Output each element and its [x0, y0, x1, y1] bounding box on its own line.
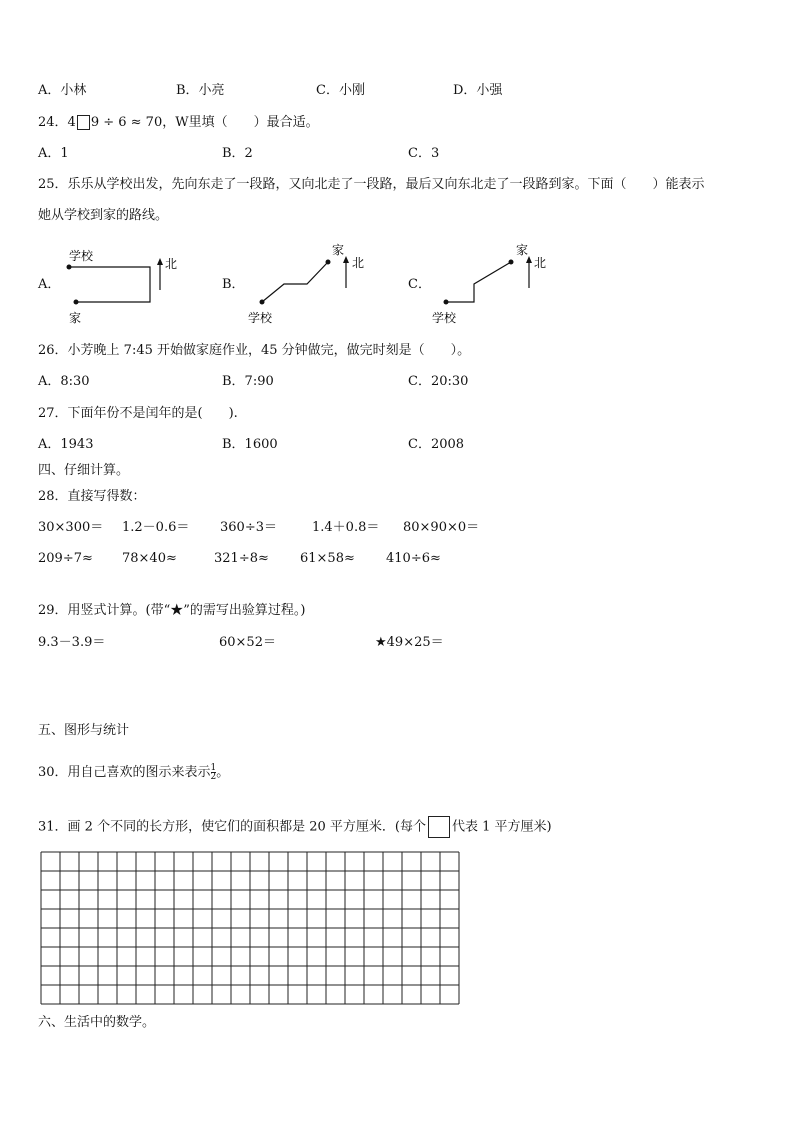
q28-item: 61×58≈ [300, 551, 355, 566]
fraction-numerator: 1 [210, 763, 217, 773]
q27-option-c: C．2008 [408, 437, 465, 452]
route-diagram-b [240, 240, 380, 330]
q28-item: 410÷6≈ [386, 551, 441, 566]
north-label: 北 [534, 256, 547, 270]
section-heading-6: 六、生活中的数学。 [38, 1015, 156, 1030]
blank-box [77, 115, 90, 130]
school-label: 学校 [69, 249, 94, 263]
q30-stem-end: 。 [216, 765, 230, 780]
route-diagram-a [60, 242, 190, 328]
north-label: 北 [165, 257, 178, 271]
q24-stem-post: 9 ÷ 6 ≈ 70，W里填（ ）最合适。 [90, 115, 319, 130]
q25-stem-line2: 她从学校到家的路线。 [38, 208, 169, 223]
q26-stem: 26．小芳晚上 7:45 开始做家庭作业，45 分钟做完，做完时刻是（ ）。 [38, 343, 471, 358]
q31-stem-pre: 31．画 2 个不同的长方形，使它们的面积都是 20 平方厘米．(每个 [38, 819, 426, 835]
section-heading-4: 四、仔细计算。 [38, 463, 130, 478]
q27-option-a: A．1943 [38, 437, 94, 452]
home-label: 家 [516, 243, 529, 257]
q25-option-a-label: A． [38, 277, 61, 292]
q28-item: 321÷8≈ [214, 551, 269, 566]
school-label: 学校 [248, 311, 273, 325]
q24-stem-pre: 24．4 [38, 115, 76, 130]
q26-option-b: B．7:90 [222, 374, 274, 389]
q23-option-d: D．小强 [453, 83, 503, 98]
q31-stem [38, 816, 552, 838]
q27-option-b: B．1600 [222, 437, 278, 452]
q30-stem-text: 30．用自己喜欢的图示来表示 [38, 765, 211, 780]
q24-stem [38, 115, 319, 131]
q25-stem-line1: 25．乐乐从学校出发，先向东走了一段路，又向北走了一段路，最后又向东北走了一段路到家。下面（ ）能表示 [38, 177, 705, 192]
q28-item: 80×90×0＝ [403, 520, 480, 535]
north-label: 北 [352, 256, 365, 270]
q27-stem: 27．下面年份不是闰年的是( ). [38, 406, 238, 421]
q23-option-a: A．小林 [38, 83, 87, 98]
q24-option-b: B．2 [222, 146, 253, 161]
unit-square-icon [428, 816, 450, 838]
q29-stem: 29．用竖式计算。(带“★”的需写出验算过程。) [38, 603, 306, 618]
q24-option-a: A．1 [38, 146, 69, 161]
q31-stem-post: 代表 1 平方厘米) [451, 819, 552, 835]
home-label: 家 [69, 311, 82, 325]
q28-item: 78×40≈ [122, 551, 177, 566]
q29-item: ★49×25＝ [375, 635, 444, 650]
route-diagram-c [428, 238, 568, 328]
q25-option-b-label: B． [222, 277, 245, 292]
q23-option-b: B．小亮 [176, 83, 225, 98]
q28-item: 360÷3＝ [220, 520, 277, 535]
school-label: 学校 [432, 311, 457, 325]
q28-item: 209÷7≈ [38, 551, 93, 566]
q28-item: 30×300＝ [38, 520, 104, 535]
q23-option-c: C．小刚 [316, 83, 365, 98]
fraction-denominator: 2 [210, 772, 217, 782]
q29-item: 60×52＝ [219, 635, 276, 650]
q29-item: 9.3－3.9＝ [38, 635, 106, 650]
square-grid [40, 851, 460, 1005]
home-label: 家 [332, 243, 345, 257]
q28-item: 1.4＋0.8＝ [312, 520, 380, 535]
q28-item: 1.2－0.6＝ [122, 520, 190, 535]
section-heading-5: 五、图形与统计 [38, 723, 130, 738]
q30-stem [38, 764, 229, 781]
q26-option-a: A．8:30 [38, 374, 90, 389]
q25-option-c-label: C． [408, 277, 431, 292]
q28-stem: 28．直接写得数： [38, 489, 146, 504]
q26-option-c: C．20:30 [408, 374, 469, 389]
q24-option-c: C．3 [408, 146, 440, 161]
